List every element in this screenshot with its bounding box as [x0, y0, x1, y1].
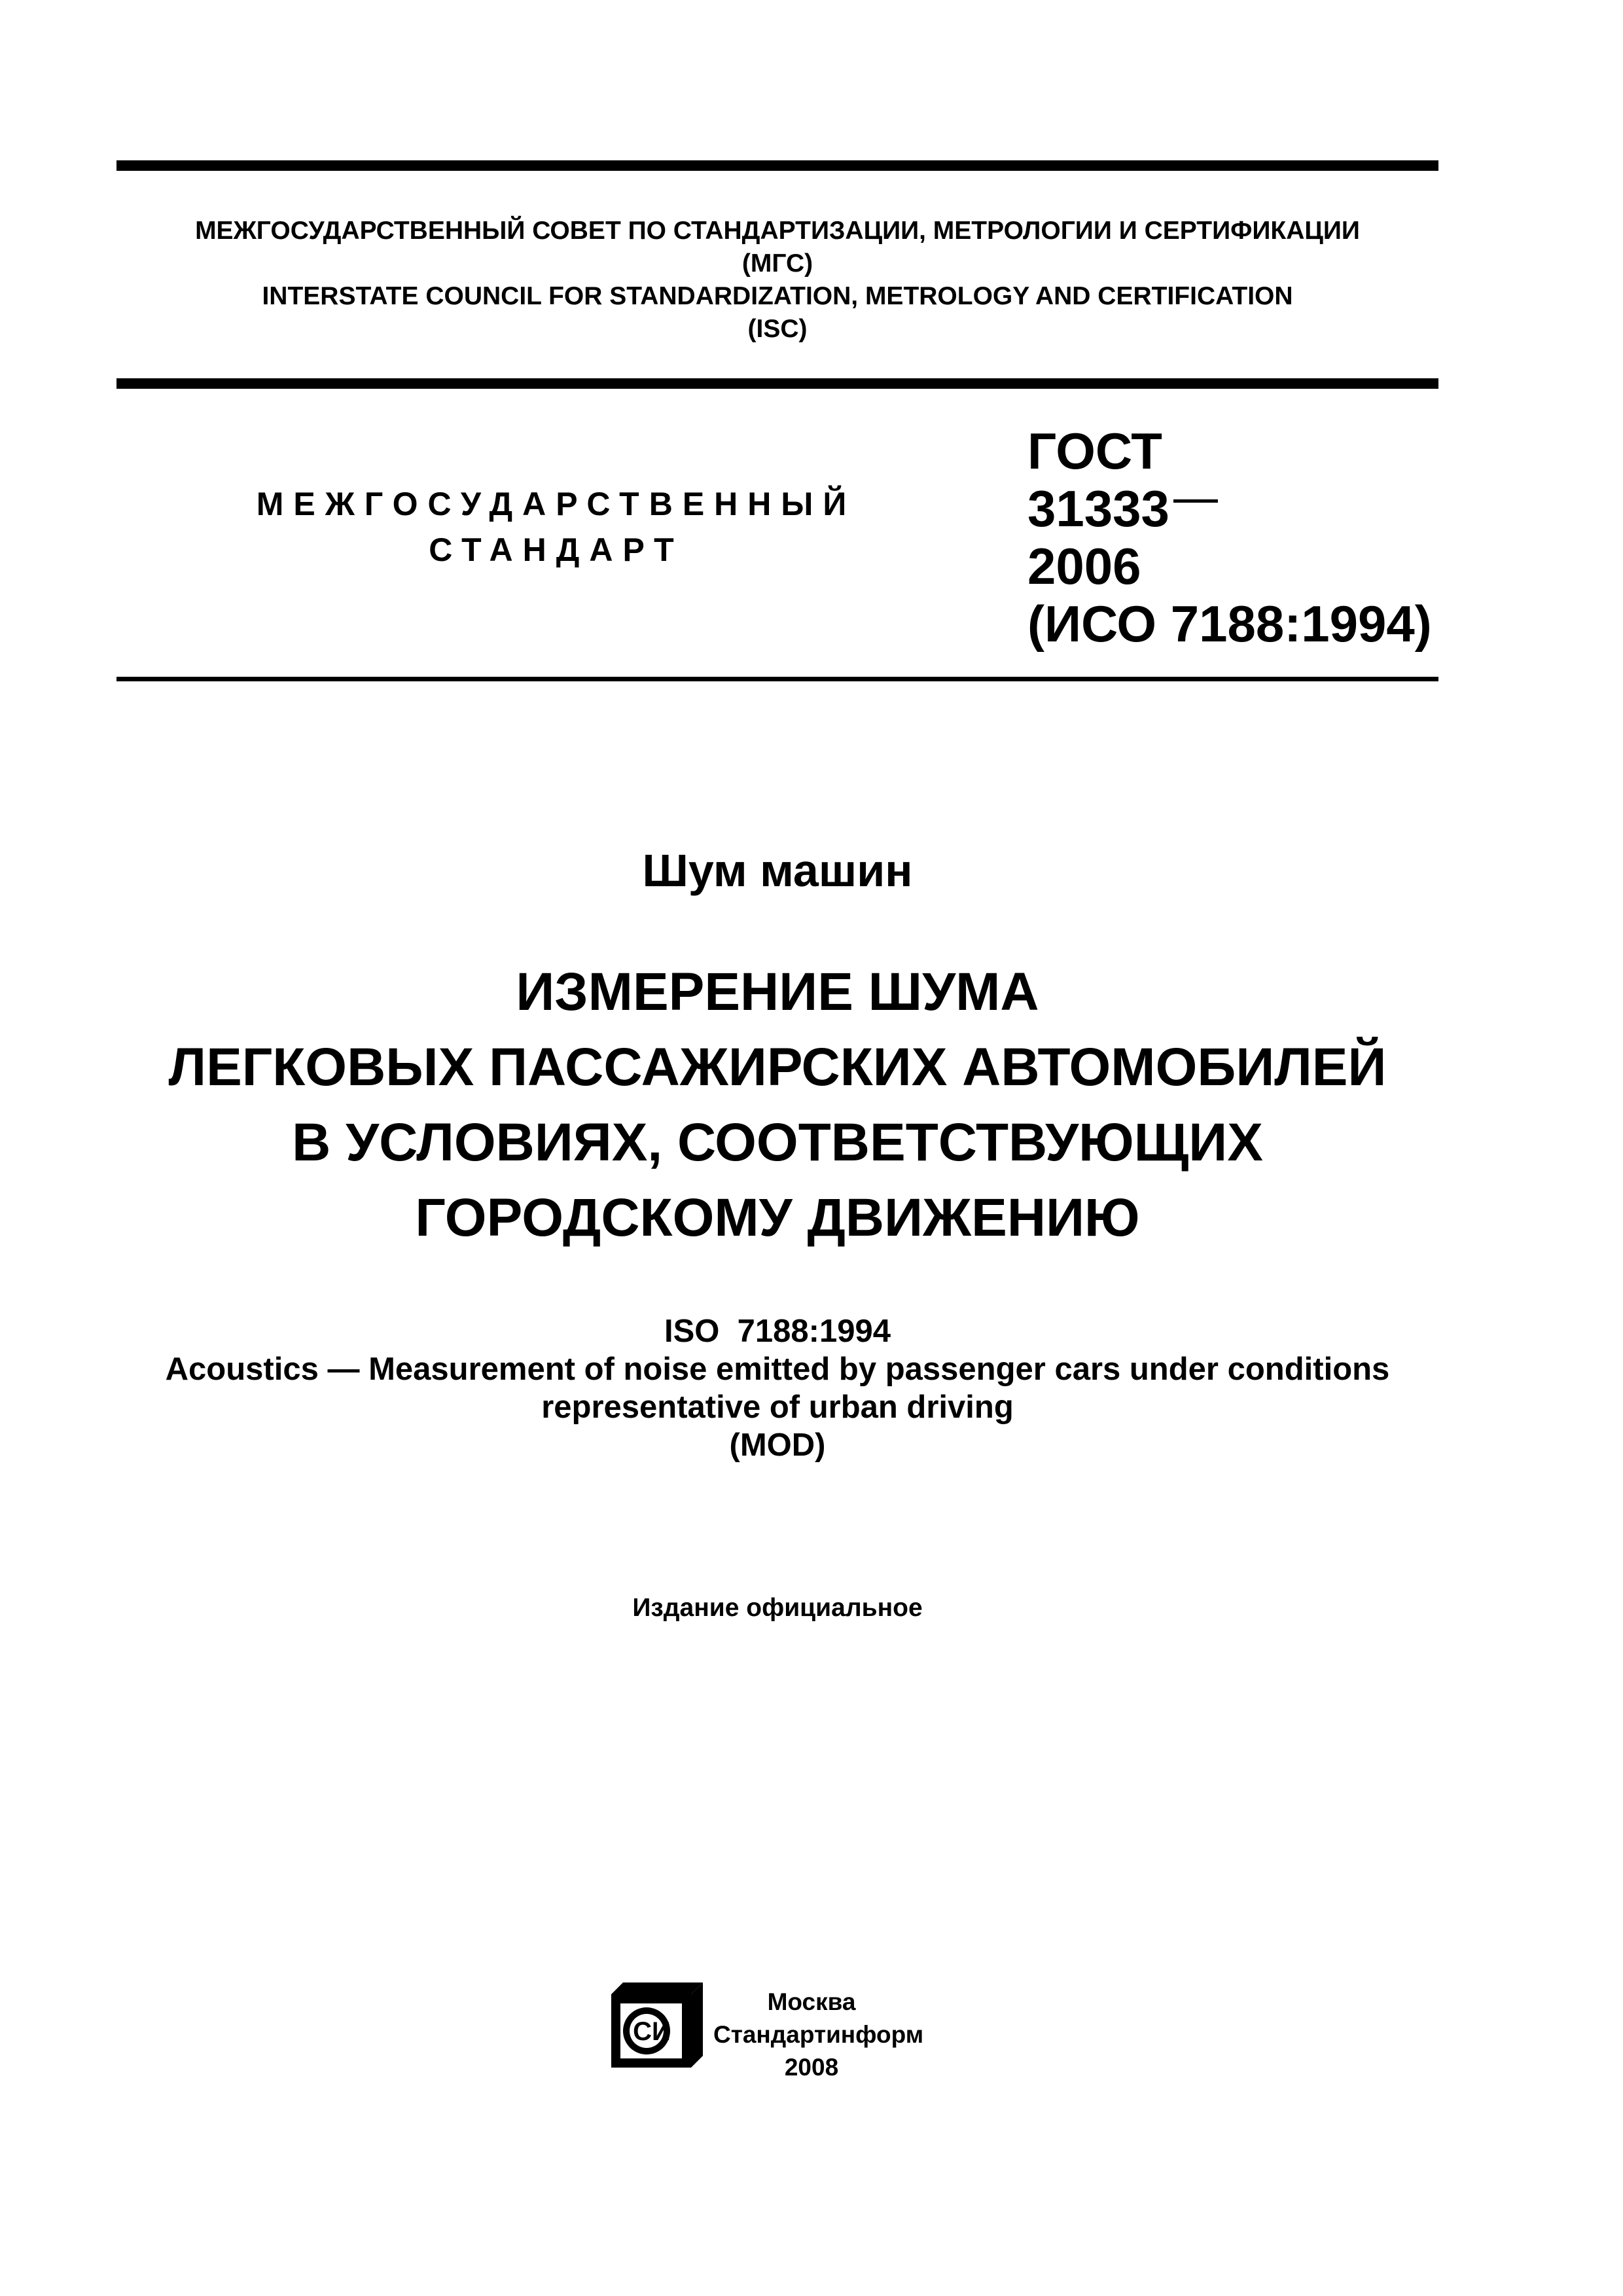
- publisher-city: Москва: [767, 1988, 856, 2015]
- standartinform-logo: [607, 1980, 707, 2072]
- publisher-block: [713, 1986, 924, 2084]
- standard-number: 31333: [1027, 480, 1169, 537]
- iso-modification: (MOD): [729, 1427, 826, 1463]
- standard-year: 2006: [1027, 537, 1141, 595]
- standard-kind: [196, 481, 916, 573]
- council-name-en: INTERSTATE COUNCIL FOR STANDARDIZATION, METROLOGY AND CERTIFICATION: [262, 282, 1293, 310]
- council-block: [116, 215, 1438, 346]
- council-rule: [116, 378, 1438, 389]
- title-line1: ИЗМЕРЕНИЕ ШУМА: [516, 962, 1039, 1022]
- top-rule: [116, 160, 1438, 171]
- iso-title-line2: representative of urban driving: [541, 1390, 1014, 1425]
- publisher-name: Стандартинформ: [713, 2021, 924, 2048]
- edition-note: Издание официальное: [632, 1594, 923, 1622]
- standard-kind-line2: СТАНДАРТ: [429, 531, 684, 568]
- standard-designation: [1027, 422, 1432, 653]
- standard-iso-ref: (ИСО 7188:1994): [1027, 595, 1432, 653]
- number-dash: [1173, 499, 1218, 503]
- publisher-year: 2008: [784, 2054, 839, 2081]
- standard-code: ГОСТ: [1027, 422, 1162, 480]
- designation-rule: [116, 677, 1438, 681]
- title-line3: В УСЛОВИЯХ, СООТВЕТСТВУЮЩИХ: [292, 1113, 1263, 1172]
- title-line2: ЛЕГКОВЫХ ПАССАЖИРСКИХ АВТОМОБИЛЕЙ: [168, 1037, 1387, 1097]
- logo-letters: СИ: [633, 2017, 671, 2046]
- council-name-ru: МЕЖГОСУДАРСТВЕННЫЙ СОВЕТ ПО СТАНДАРТИЗАЦИИ, МЕТРОЛОГИИ И СЕРТИФИКАЦИИ: [195, 217, 1360, 245]
- iso-code: ISO 7188:1994: [664, 1314, 891, 1349]
- standard-number-line: [1027, 480, 1432, 537]
- document-title: [116, 954, 1438, 1255]
- iso-reference: [116, 1312, 1438, 1464]
- subject-heading: Шум машин: [642, 845, 913, 896]
- iso-title-line1: Acoustics — Measurement of noise emitted by passenger cars under conditions: [165, 1352, 1390, 1387]
- standard-kind-line1: МЕЖГОСУДАРСТВЕННЫЙ: [256, 486, 857, 522]
- title-line4: ГОРОДСКОМУ ДВИЖЕНИЮ: [415, 1188, 1140, 1247]
- council-abbr-en: (ISC): [747, 315, 808, 343]
- council-abbr-ru: (МГС): [741, 249, 813, 278]
